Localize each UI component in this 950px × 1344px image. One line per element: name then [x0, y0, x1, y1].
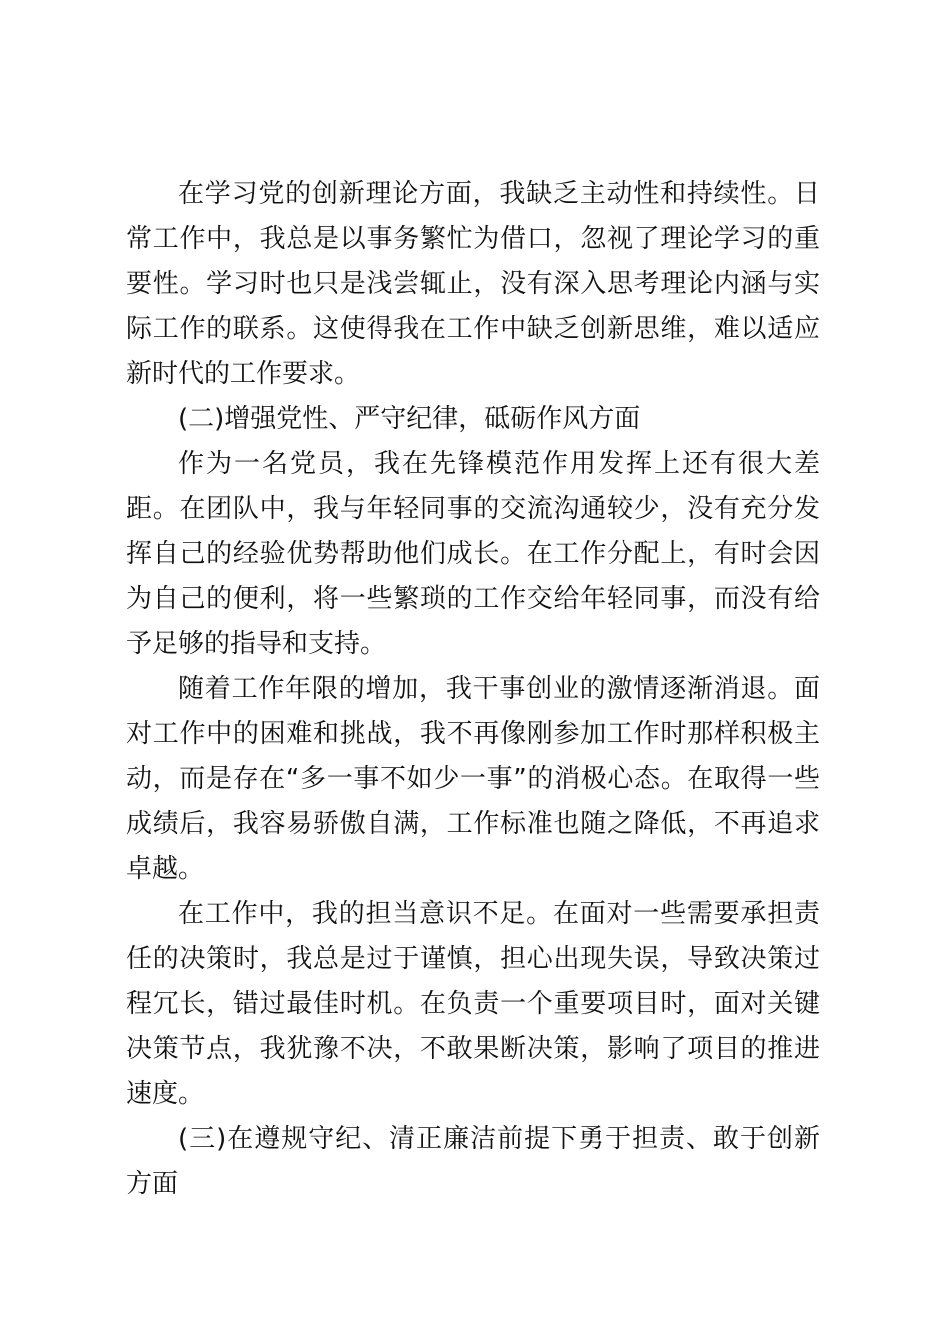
paragraph-responsibility: 在工作中，我的担当意识不足。在面对一些需要承担责任的决策时，我总是过于谨慎，担心出现失误，导致决策过程冗长，错过最佳时机。在负责一个重要项目时，面对关键决策节点，我犹豫不决，不敢果断决策，影响了项目的推进速度。	[126, 899, 820, 1109]
section-heading-3: (三)在遵规守纪、清正廉洁前提下勇于担责、敢于创新方面	[126, 1124, 820, 1199]
section-heading-2: (二)增强党性、严守纪律，砥砺作风方面	[178, 404, 641, 434]
paragraph-work-passion: 随着工作年限的增加，我干事创业的激情逐渐消退。面对工作中的困难和挑战，我不再像刚参加工作时那样积极主动，而是存在“多一事不如少一事”的消极心态。在取得一些成绩后，我容易骄傲自满，工作标准也随之降低，不再追求卓越。	[126, 674, 820, 884]
paragraph-theory-study: 在学习党的创新理论方面，我缺乏主动性和持续性。日常工作中，我总是以事务繁忙为借口，忽视了理论学习的重要性。学习时也只是浅尝辄止，没有深入思考理论内涵与实际工作的联系。这使得我在工作中缺乏创新思维，难以适应新时代的工作要求。	[126, 179, 820, 389]
document-body	[126, 172, 820, 1207]
paragraph-exemplary-role: 作为一名党员，我在先锋模范作用发挥上还有很大差距。在团队中，我与年轻同事的交流沟通较少，没有充分发挥自己的经验优势帮助他们成长。在工作分配上，有时会因为自己的便利，将一些繁琐的工作交给年轻同事，而没有给予足够的指导和支持。	[126, 449, 820, 659]
